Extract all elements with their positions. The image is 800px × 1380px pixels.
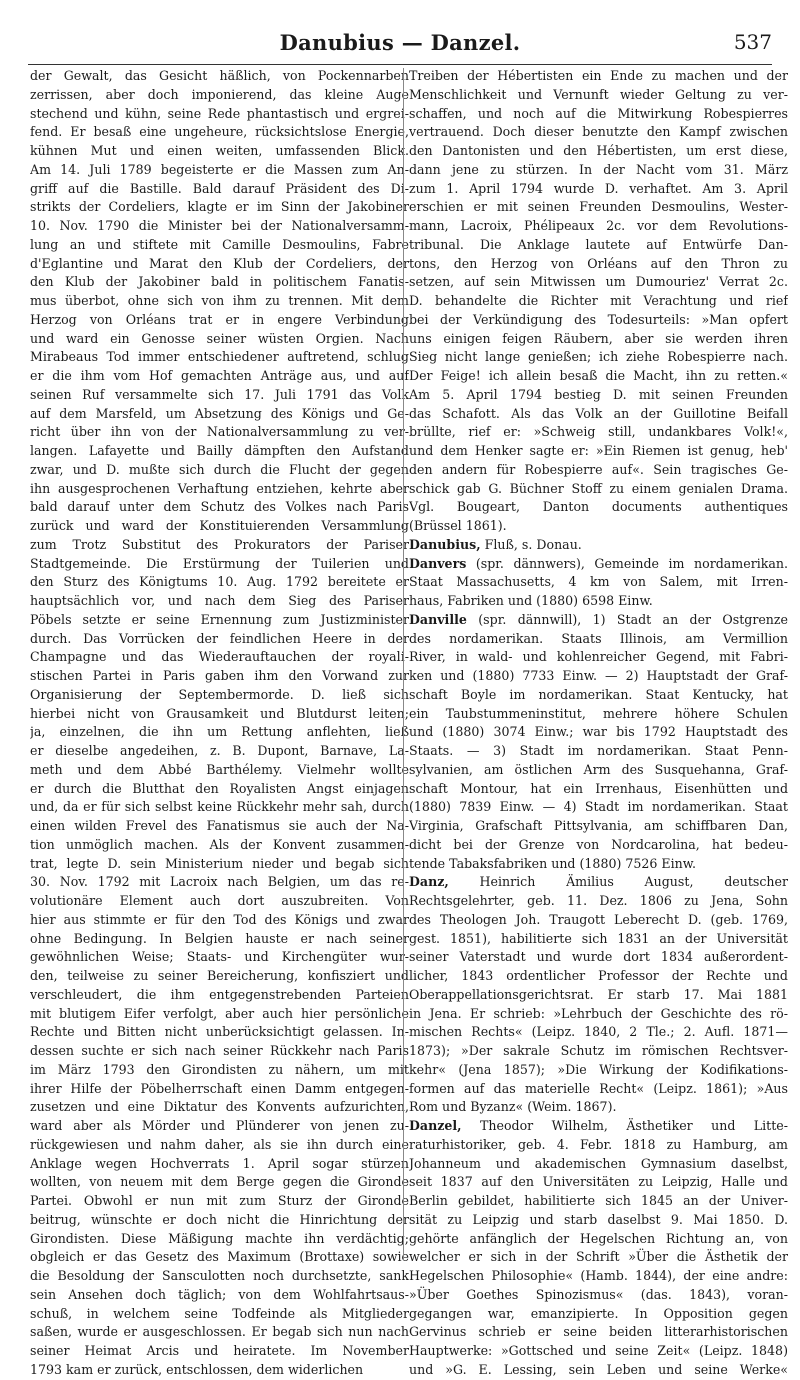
text-line: den, teilweise zu seiner Bereicherung, konfisziert und — [30, 968, 409, 983]
text-line: dann jene zu stürzen. In der Nacht vom 31. März — [409, 161, 788, 177]
text-line: Rechtsgelehrter, geb. 11. Dez. 1806 zu Jena, Sohn — [409, 893, 788, 908]
entry-headword: Danville — [409, 611, 467, 627]
left-column — [30, 67, 409, 1380]
text-line: River, in wald- und kohlenreicher Gegend, mit Fabri- — [409, 649, 788, 665]
text-line: (Brüssel 1861). — [409, 518, 507, 533]
text-line: den Sturz des Königtums 10. Aug. 1792 bereitete er — [30, 574, 409, 590]
text-line: sität zu Leipzig und starb daselbst 9. Mai 1850. D. — [409, 1211, 788, 1227]
text-line: fend. Er besaß eine ungeheure, rücksichtslose Energie, — [30, 124, 409, 140]
text-line: er die ihm vom Hof gemachten Anträge aus, und auf — [30, 368, 409, 383]
text-line: das Schafott. Als das Volk an der Guillotine Beifall — [409, 405, 788, 421]
text-line: Rom und Byzanz« (Weim. 1867). — [409, 1099, 617, 1115]
entry-text: Heinrich Ämilius August, deutscher — [448, 874, 788, 890]
text-line: zum Trotz Substitut des Prokurators der Pariser — [30, 536, 409, 552]
text-line: 1793 kam er zurück, entschlossen, dem widerlichen — [30, 1361, 364, 1377]
text-line: ihn ausgesprochenen Verhaftung entziehen, kehrte aber — [30, 480, 409, 496]
text-line: stechend und kühn, seine Rede phantastisch und ergrei- — [30, 105, 409, 121]
text-line: schaft Montour, hat ein Irrenhaus, Eisenhütten und — [409, 780, 788, 796]
text-line: brüllte, rief er: »Schweig still, undankbares Volk!«, — [409, 424, 788, 440]
text-line: formen auf das materielle Recht« (Leipz. 1861); »Aus — [409, 1080, 788, 1096]
text-line: den Dantonisten und den Hébertisten, um erst diese, — [409, 143, 788, 158]
text-line: d'Eglantine und Marat den Klub der Cordeliers, der — [30, 255, 409, 271]
entry-headword: Danvers — [409, 555, 467, 571]
text-line: und ward ein Genosse seiner wüsten Orgien. Nach — [30, 330, 409, 346]
text-line: Mirabeaus Tod immer entschiedener auftretend, schlug — [30, 349, 409, 365]
text-line: tons, den Herzog von Orléans auf den Thron zu — [409, 255, 788, 271]
text-line: gest. 1851), habilitierte sich 1831 an der Universität — [409, 930, 788, 946]
text-line: durch. Das Vorrücken der feindlichen Heere in der — [30, 630, 409, 646]
text-line: griff auf die Bastille. Bald darauf Präsident des Di- — [30, 180, 409, 196]
text-line: Herzog von Orléans trat er in engere Verbindung — [30, 311, 409, 327]
text-line: er durch die Blutthat den Royalisten Angst einjagen — [30, 780, 409, 796]
text-line: der Gewalt, das Gesicht häßlich, von Pockennarben — [30, 68, 409, 83]
text-line: kühnen Mut und einen weiten, umfassenden Blick. — [30, 143, 409, 158]
text-line: obgleich er das Gesetz des Maximum (Brottaxe) sowie — [30, 1249, 409, 1265]
text-line: licher, 1843 ordentlicher Professor der Rechte und — [409, 968, 788, 983]
text-line: hier aus stimmte er für den Tod des Königs und zwar — [30, 911, 409, 927]
text-line: gegangen war, emanzipierte. In Opposition gegen — [409, 1305, 788, 1321]
text-line: langen. Lafayette und Bailly dämpften den Aufstand — [30, 443, 409, 458]
text-line: des Theologen Joh. Traugott Leberecht D. (geb. 1769, — [409, 911, 788, 927]
header-rule — [28, 64, 772, 65]
text-line: ja, einzelnen, die ihn um Rettung anflehten, ließ — [30, 724, 409, 740]
text-line: sein Ansehen doch täglich; von dem Wohlfahrtsaus- — [30, 1286, 409, 1302]
text-line: tribunal. Die Anklage lautete auf Entwürfe Dan- — [409, 236, 788, 252]
text-line: und (1880) 3074 Einw.; war bis 1792 Hauptstadt des — [409, 724, 788, 740]
text-line: Hegelschen Philosophie« (Hamb. 1844), der eine andre: — [409, 1268, 788, 1283]
text-line: hierbei nicht von Grausamkeit und Blutdurst leiten; — [30, 705, 409, 721]
text-line: zwar, und D. mußte sich durch die Flucht der gegen — [30, 461, 409, 477]
text-line: richt über ihn von der Nationalversammlung zu ver- — [30, 424, 409, 440]
text-line: Hauptwerke: »Gottsched und seine Zeit« (Leipz. 1848) — [409, 1343, 788, 1358]
text-line: beitrug, wünschte er doch nicht die Hinrichtung der — [30, 1211, 409, 1227]
text-line: sylvanien, am östlichen Arm des Susquehanna, Graf- — [409, 761, 788, 777]
entry-text: (spr. dännwill), 1) Stadt an der Ostgrenze — [466, 611, 788, 627]
text-line: schuß, in welchem seine Todfeinde als Mitglieder — [30, 1305, 409, 1321]
text-line: Treiben der Hébertisten ein Ende zu machen und der — [409, 68, 788, 83]
text-line: zurück und ward der Konstituierenden Versammlung — [30, 518, 409, 533]
text-line: rückgewiesen und nahm daher, als sie ihn durch eine — [30, 1136, 409, 1152]
text-line: uns einigen feigen Räubern, aber sie werden ihren — [409, 330, 788, 346]
text-line: zusetzen und eine Diktatur des Konvents aufzurichten, — [30, 1099, 409, 1115]
text-line: raturhistoriker, geb. 4. Febr. 1818 zu Hamburg, am — [409, 1136, 788, 1152]
text-line: ward aber als Mörder und Plünderer von jenen zu- — [30, 1118, 409, 1133]
column-divider — [403, 68, 404, 1260]
text-line: bei der Verkündigung des Todesurteils: »Man opfert — [409, 311, 788, 327]
right-column — [409, 67, 788, 1380]
text-line: in Jena. Er schrieb: »Lehrbuch der Geschichte des rö- — [409, 1005, 788, 1021]
text-line: vertrauend. Doch dieser benutzte den Kampf zwischen — [409, 124, 788, 140]
text-line: Girondisten. Diese Mäßigung machte ihn verdächtig; — [30, 1230, 409, 1246]
page-number: 537 — [733, 30, 772, 54]
text-line: Organisierung der Septembermorde. D. ließ sich — [30, 686, 409, 702]
text-line: Stadtgemeinde. Die Erstürmung der Tuilerien und — [30, 555, 409, 571]
text-line: den Klub der Jakobiner bald in politischem Fanatis- — [30, 274, 409, 290]
entry-first-line — [409, 611, 788, 630]
text-line: ein Taubstummeninstitut, mehrere höhere Schulen — [409, 705, 788, 721]
text-line: und »G. E. Lessing, sein Leben und seine Werke« — [409, 1361, 788, 1377]
text-line: gehörte anfänglich der Hegelschen Richtung an, von — [409, 1230, 788, 1246]
text-line: tende Tabaksfabriken und (1880) 7526 Einw. — [409, 855, 697, 871]
text-line: und dem Henker sagte er: »Ein Riemen ist genug, heb' — [409, 443, 788, 458]
text-line: und, da er für sich selbst keine Rückkehr mehr sah, durch — [30, 799, 409, 815]
text-line: Sieg nicht lange genießen; ich ziehe Robespierre nach. — [409, 349, 788, 365]
text-line: Staats. — 3) Stadt im nordamerikan. Staat Penn- — [409, 743, 788, 758]
text-line: mann, Lacroix, Phélipeaux 2c. vor dem Revolutions- — [409, 218, 788, 233]
text-line: strikts der Cordeliers, klagte er im Sinn der Jakobiner — [30, 199, 409, 215]
entry-first-line — [409, 555, 788, 574]
text-line: Am 5. April 1794 bestieg D. mit seinen Freunden — [409, 386, 788, 402]
text-line: im März 1793 den Girondisten zu nähern, um mit — [30, 1061, 409, 1077]
text-line: Am 14. Juli 1789 begeisterte er die Massen zum An- — [30, 161, 409, 177]
text-line: den andern für Robespierre auf«. Sein tragisches Ge- — [409, 461, 788, 477]
text-line: Anklage wegen Hochverrats 1. April sogar stürzen — [30, 1155, 409, 1171]
text-line: schick gab G. Büchner Stoff zu einem genialen Drama. — [409, 480, 788, 496]
text-line: Staat Massachusetts, 4 km von Salem, mit Irren- — [409, 574, 788, 590]
text-line: zerrissen, aber doch imponierend, das kleine Auge — [30, 86, 409, 102]
text-line: meth und dem Abbé Barthélemy. Vielmehr wollte — [30, 761, 409, 777]
text-line: welcher er sich in der Schrift »Über die Ästhetik der — [409, 1249, 788, 1265]
text-line: tion unmöglich machen. Als der Konvent zusammen- — [30, 836, 409, 852]
text-line: hauptsächlich vor, und nach dem Sieg des Pariser — [30, 593, 409, 608]
entry-first-line — [409, 536, 788, 555]
text-line: schaft Boyle im nordamerikan. Staat Kentucky, hat — [409, 686, 788, 702]
text-line: Menschlichkeit und Vernunft wieder Geltung zu ver- — [409, 86, 788, 102]
text-line: kehr« (Jena 1857); »Die Wirkung der Kodifikations- — [409, 1061, 788, 1077]
text-line: seit 1837 auf den Universitäten zu Leipzig, Halle und — [409, 1174, 788, 1190]
text-line: erschien er mit seinen Freunden Desmoulins, Wester- — [409, 199, 788, 215]
running-title: Danubius — Danzel. — [279, 30, 521, 55]
text-line: »Über Goethes Spinozismus« (das. 1843), voran- — [409, 1286, 788, 1302]
entry-first-line — [409, 873, 788, 892]
entry-headword: Danzel, — [409, 1118, 462, 1133]
text-line: dessen suchte er sich nach seiner Rückkehr nach Paris — [30, 1043, 409, 1058]
text-line: Vgl. Bougeart, Danton documents authentiques — [409, 499, 788, 515]
text-line: gewöhnlichen Weise; Staats- und Kirchengüter wur- — [30, 949, 409, 965]
text-line: D. behandelte die Richter mit Verachtung und rief — [409, 293, 788, 308]
text-line: ihrer Hilfe der Pöbelherrschaft einen Damm entgegen- — [30, 1080, 409, 1096]
text-line: wollten, von neuem mit dem Berge gegen die Gironde — [30, 1174, 409, 1190]
text-line: Der Feige! ich allein besaß die Macht, ihn zu retten.« — [409, 368, 788, 383]
entry-first-line — [409, 1117, 788, 1136]
text-line: ohne Bedingung. In Belgien hauste er nach seiner — [30, 930, 409, 946]
text-line: volutionäre Element auch dort auszubreiten. Von — [30, 893, 409, 908]
text-line: zum 1. April 1794 wurde D. verhaftet. Am 3. April — [409, 180, 788, 196]
text-line: seiner Vaterstadt und wurde dort 1834 außerordent- — [409, 949, 788, 965]
text-line: schaffen, und noch auf die Mitwirkung Robespierres — [409, 105, 788, 121]
text-line: er dieselbe angedeihen, z. B. Dupont, Barnave, La- — [30, 743, 409, 758]
text-line: Rechte und Bitten nicht unberücksichtigt gelassen. In- — [30, 1024, 409, 1040]
text-line: seiner Heimat Arcis und heiratete. Im November — [30, 1343, 409, 1358]
text-line: haus, Fabriken und (1880) 6598 Einw. — [409, 593, 653, 608]
entry-headword: Danz, — [409, 874, 449, 890]
text-line: setzen, auf sein Mitwissen um Dumouriez' Verrat 2c. — [409, 274, 788, 290]
text-line: saßen, wurde er ausgeschlossen. Er begab sich nun nach — [30, 1324, 409, 1340]
entry-text: Theodor Wilhelm, Ästhetiker und Litte- — [461, 1118, 788, 1133]
entry-text: Fluß, s. Donau. — [480, 536, 582, 552]
text-line: lung an und stiftete mit Camille Desmoulins, Fabre — [30, 236, 409, 252]
text-line: (1880) 7839 Einw. — 4) Stadt im nordamerikan. Staat — [409, 799, 788, 815]
text-line: Johanneum und akademischen Gymnasium daselbst, — [409, 1155, 788, 1171]
text-line: 1873); »Der sakrale Schutz im römischen Rechtsver- — [409, 1043, 788, 1058]
text-line: 10. Nov. 1790 die Minister bei der Nationalversamm- — [30, 218, 409, 233]
text-line: Berlin gebildet, habilitierte sich 1845 an der Univer- — [409, 1193, 788, 1208]
text-line: Oberappellationsgerichtsrat. Er starb 17. Mai 1881 — [409, 986, 788, 1002]
text-line: ken und (1880) 7733 Einw. — 2) Hauptstadt der Graf- — [409, 668, 788, 683]
text-line: trat, legte D. sein Ministerium nieder und begab sich — [30, 855, 409, 871]
page-header — [28, 30, 772, 60]
text-line: die Besoldung der Sansculotten noch durchsetzte, sank — [30, 1268, 409, 1283]
text-line: Partei. Obwohl er nun mit zum Sturz der Gironde — [30, 1193, 409, 1208]
text-line: mit blutigem Eifer verfolgt, aber auch hier persönliche — [30, 1005, 409, 1021]
text-line: seinen Ruf versammelte sich 17. Juli 1791 das Volk — [30, 386, 409, 402]
text-line: bald darauf unter dem Schutz des Volkes nach Paris — [30, 499, 409, 515]
text-line: Pöbels setzte er seine Ernennung zum Justizminister — [30, 611, 409, 627]
text-line: Gervinus schrieb er seine beiden litterarhistorischen — [409, 1324, 788, 1340]
text-line: 30. Nov. 1792 mit Lacroix nach Belgien, um das re- — [30, 874, 409, 890]
entry-text: (spr. dännwers), Gemeinde im nordamerikan. — [466, 555, 788, 571]
text-line: mus überbot, ohne sich von ihm zu trennen. Mit dem — [30, 293, 409, 308]
text-line: stischen Partei in Paris gaben ihm den Vorwand zur — [30, 668, 409, 683]
text-line: einen wilden Frevel des Fanatismus sie auch der Na- — [30, 818, 409, 833]
text-line: dicht bei der Grenze von Nordcarolina, hat bedeu- — [409, 836, 788, 852]
text-line: Virginia, Grafschaft Pittsylvania, am schiffbaren Dan, — [409, 818, 788, 833]
entry-headword: Danubius, — [409, 536, 481, 552]
text-line: des nordamerikan. Staats Illinois, am Vermillion — [409, 630, 788, 646]
text-line: Champagne und das Wiederauftauchen der royali- — [30, 649, 409, 665]
text-line: auf dem Marsfeld, um Absetzung des Königs und Ge- — [30, 405, 409, 421]
text-line: mischen Rechts« (Leipz. 1840, 2 Tle.; 2. Aufl. 1871— — [409, 1024, 788, 1040]
text-line: verschleudert, die ihm entgegenstrebenden Parteien — [30, 986, 409, 1002]
